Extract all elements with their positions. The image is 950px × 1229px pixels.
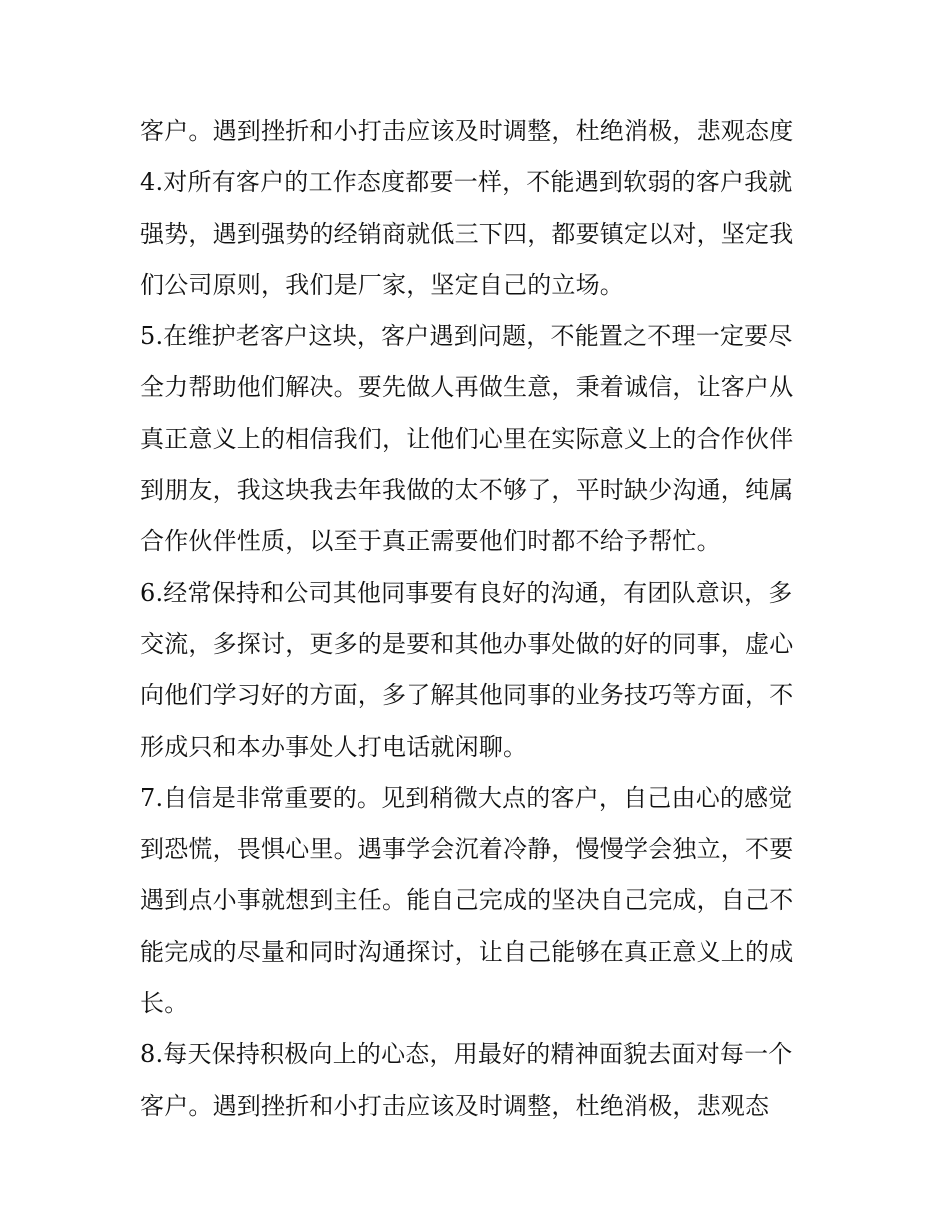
document-body: [140, 106, 820, 1132]
text-line: 遇到点小事就想到主任。能自己完成的坚决自己完成，自己不: [140, 886, 794, 915]
text-line: 到恐慌，畏惧心里。遇事学会沉着冷静，慢慢学会独立，不要: [140, 835, 794, 864]
text-line: 4.对所有客户的工作态度都要一样，不能遇到软弱的客户我就: [140, 168, 793, 197]
text-line: 向他们学习好的方面，多了解其他同事的业务技巧等方面，不: [140, 681, 794, 710]
text-line: 长。: [140, 989, 189, 1018]
text-line: 强势，遇到强势的经销商就低三下四，都要镇定以对，坚定我: [140, 219, 794, 248]
text-line: 到朋友，我这块我去年我做的太不够了，平时缺少沟通，纯属: [140, 476, 794, 505]
text-line: 客户。遇到挫折和小打击应该及时调整，杜绝消极，悲观态: [140, 1091, 770, 1120]
text-line: 交流，多探讨，更多的是要和其他办事处做的好的同事，虚心: [140, 629, 794, 658]
text-line: 5.在维护老客户这块，客户遇到问题，不能置之不理一定要尽: [140, 322, 793, 351]
text-line: 6.经常保持和公司其他同事要有良好的沟通，有团队意识，多: [140, 578, 793, 607]
text-line: 全力帮助他们解决。要先做人再做生意，秉着诚信，让客户从: [140, 373, 794, 402]
text-line: 合作伙伴性质，以至于真正需要他们时都不给予帮忙。: [140, 527, 721, 556]
text-line: 客户。遇到挫折和小打击应该及时调整，杜绝消极，悲观态度: [140, 117, 794, 145]
text-line: 真正意义上的相信我们，让他们心里在实际意义上的合作伙伴: [140, 424, 794, 453]
text-line: 形成只和本办事处人打电话就闲聊。: [140, 732, 528, 761]
text-line: 8.每天保持积极向上的心态，用最好的精神面貌去面对每一个: [140, 1040, 793, 1069]
text-line: 能完成的尽量和同时沟通探讨，让自己能够在真正意义上的成: [140, 937, 794, 966]
text-line: 7.自信是非常重要的。见到稍微大点的客户，自己由心的感觉: [140, 783, 793, 812]
text-line: 们公司原则，我们是厂家，坚定自己的立场。: [140, 270, 624, 299]
